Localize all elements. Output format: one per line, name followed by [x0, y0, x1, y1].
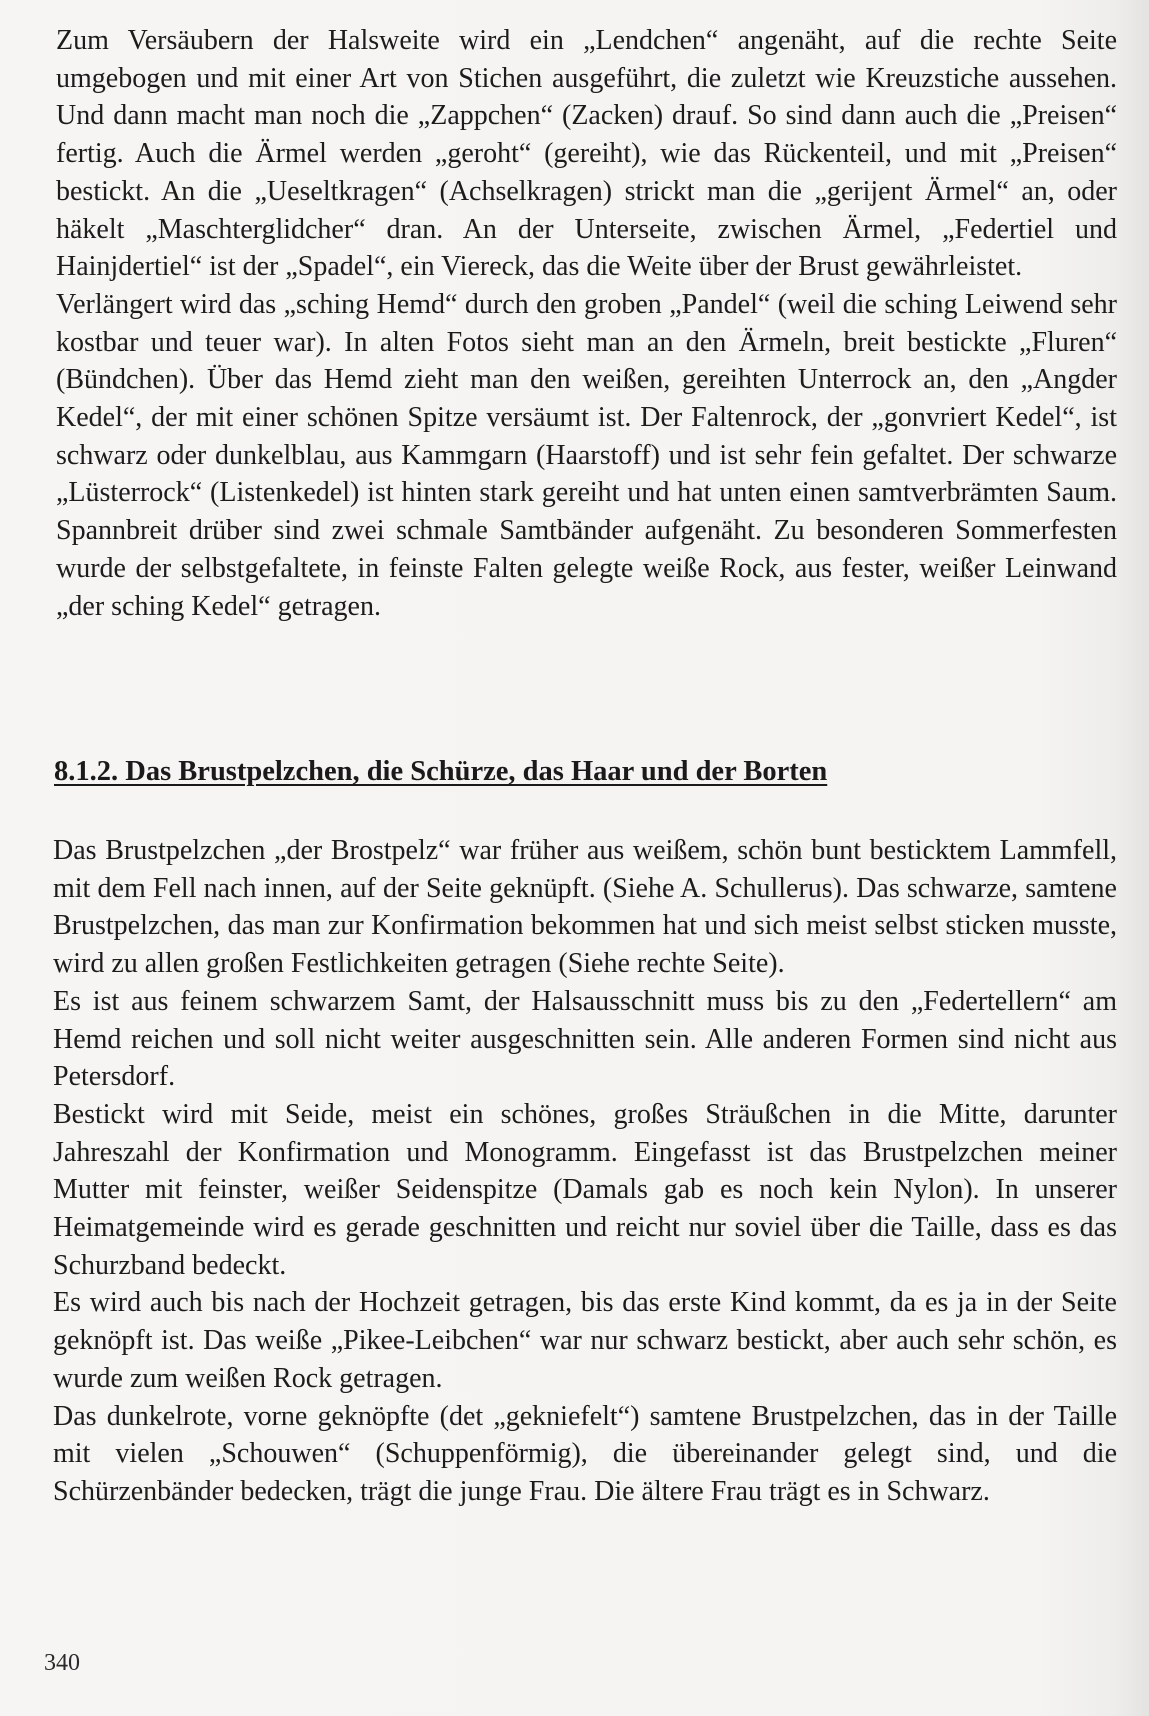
paragraph: Verlängert wird das „sching Hemd“ durch den groben „Pandel“ (weil die sching Leiwend sehr kostbar und teuer war). In alten Fotos sieht man an den Ärmeln, breit bestickte „Fluren“ (Bündchen). Über das Hemd zieht man den weißen, gereihten Unterrock an, den „Angder Kedel“, der mit einer schönen Spitze versäumt ist. Der Faltenrock, der „gonvriert Kedel“, ist schwarz oder dunkelblau, aus Kammgarn (Haarstoff) und ist sehr fein gefaltet. Der schwarze „Lüsterrock“ (Listenkedel) ist hinten stark gereiht und hat unten einen samtverbrämten Saum. Spannbreit drüber sind zwei schmale Samtbänder aufgenäht. Zu besonderen Sommerfesten wurde der selbstgefaltete, in feinste Falten gelegte weiße Rock, aus fester, weißer Leinwand „der sching Kedel“ getragen.: [56, 288, 1117, 622]
paragraph: Das Brustpelzchen „der Brostpelz“ war früher aus weißem, schön bunt besticktem Lammfell, mit dem Fell nach innen, auf der Seite geknüpft. (Siehe A. Schullerus). Das schwarze, samtene Brustpelzchen, das man zur Konfirmation bekommen hat und sich meist selbst sticken musste, wird zu allen großen Festlichkeiten getragen (Siehe rechte Seite).: [53, 835, 1117, 980]
text-block-costume-shirt: [56, 22, 1117, 625]
paragraph: Es wird auch bis nach der Hochzeit getragen, bis das erste Kind kommt, da es ja in der Seite geknöpft ist. Das weiße „Pikee-Leibchen“ war nur schwarz bestickt, aber auch sehr schön, es wurde zum weißen Rock getragen.: [53, 1287, 1117, 1394]
page-number: 340: [44, 1650, 80, 1676]
section-heading: 8.1.2. Das Brustpelzchen, die Schürze, das Haar und der Borten: [54, 756, 828, 787]
paragraph: Zum Versäubern der Halsweite wird ein „Lendchen“ angenäht, auf die rechte Seite umgebogen und mit einer Art von Stichen ausgeführt, die zuletzt wie Kreuzstiche aussehen. Und dann macht man noch die „Zappchen“ (Zacken) drauf. So sind dann auch die „Preisen“ fertig. Auch die Ärmel werden „geroht“ (gereiht), wie das Rückenteil, und mit „Preisen“ bestickt. An die „Ueseltkragen“ (Achselkragen) strickt man die „gerijent Ärmel“ an, oder häkelt „Maschterglidcher“ dran. An der Unterseite, zwischen Ärmel, „Federtiel und Hainjdertiel“ ist der „Spadel“, ein Viereck, das die Weite über der Brust gewährleistet.: [56, 25, 1117, 283]
paragraph: Das dunkelrote, vorne geknöpfte (det „gekniefelt“) samtene Brustpelzchen, das in der Taille mit vielen „Schouwen“ (Schuppenförmig), die übereinander gelegt sind, und die Schürzenbänder bedecken, trägt die junge Frau. Die ältere Frau trägt es in Schwarz.: [53, 1400, 1117, 1507]
paragraph: Bestickt wird mit Seide, meist ein schönes, großes Sträußchen in die Mitte, darunter Jahreszahl der Konfirmation und Monogramm. Eingefasst ist das Brustpelzchen meiner Mutter mit feinster, weißer Seidenspitze (Damals gab es noch kein Nylon). In unserer Heimatgemeinde wird es gerade geschnitten und reicht nur soviel über die Taille, dass es das Schurzband bedeckt.: [53, 1098, 1117, 1281]
text-block-brustpelzchen: [53, 832, 1117, 1511]
paragraph: Es ist aus feinem schwarzem Samt, der Halsausschnitt muss bis zu den „Federtellern“ am Hemd reichen und soll nicht weiter ausgeschnitten sein. Alle anderen Formen sind nicht aus Petersdorf.: [53, 985, 1117, 1093]
